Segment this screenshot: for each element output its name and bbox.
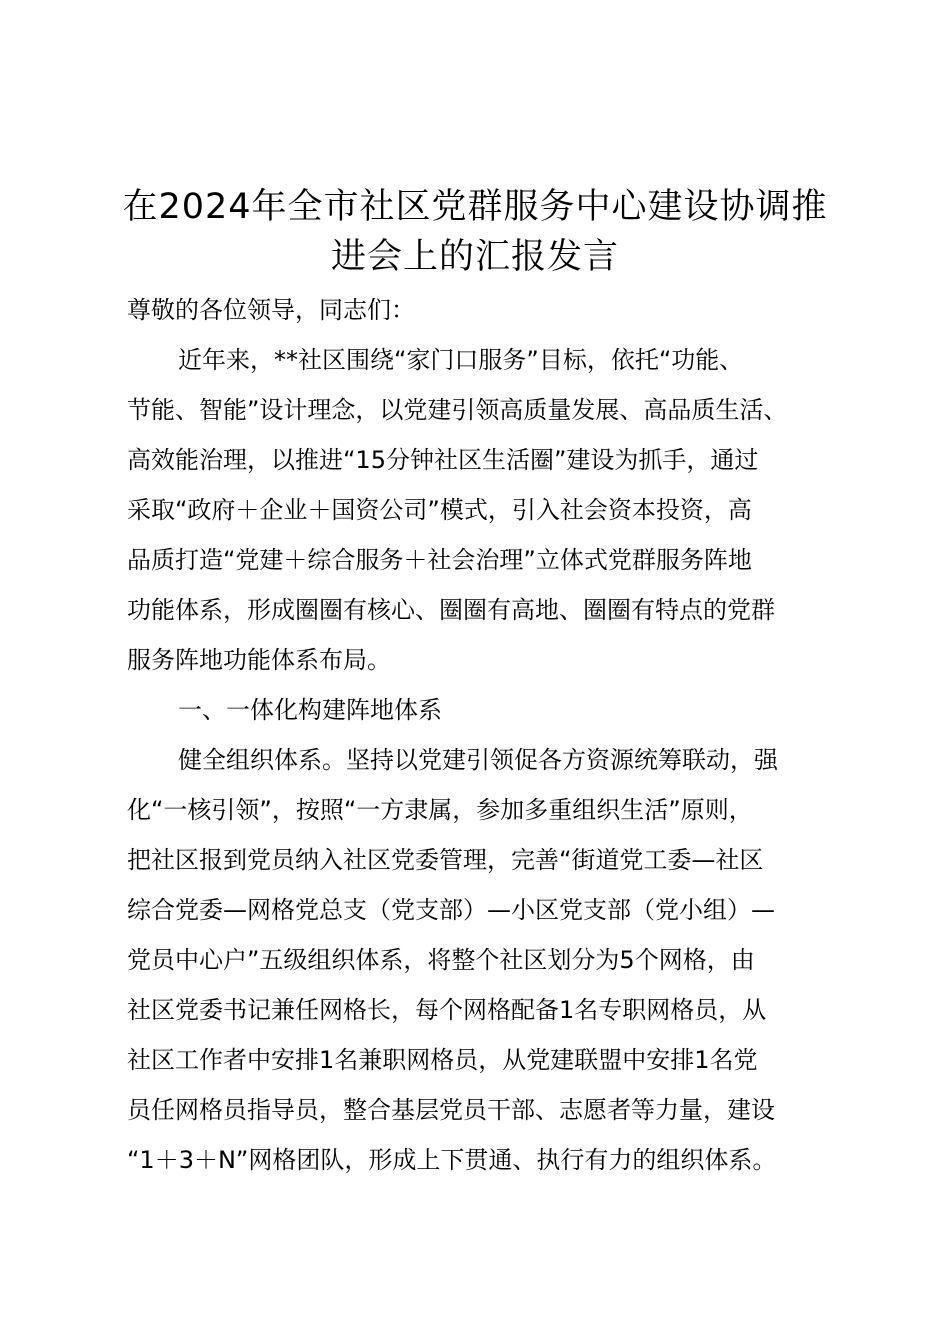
title-line-2: 进会上的汇报发言 [330,237,619,277]
paragraph-line: 把社区报到党员纳入社区党委管理，完善“街道党工委—社区 [127,846,764,874]
paragraph-line: 品质打造“党建＋综合服务＋社会治理”立体式党群服务阵地 [127,546,752,574]
paragraph-line: 党员中心户”五级组织体系，将整个社区划分为5个网格，由 [127,946,755,974]
paragraph-line: 健全组织体系。坚持以党建引领促各方资源统筹联动，强 [178,746,778,774]
paragraph-line: 综合党委—网格党总支（党支部）—小区党支部（党小组）— [127,896,775,924]
paragraph-line: 员任网格员指导员，整合基层党员干部、志愿者等力量，建设 [127,1096,775,1124]
paragraph-line: 节能、智能”设计理念，以党建引领高质量发展、高品质生活、 [127,396,788,424]
paragraph-line: 化“一核引领”，按照“一方隶属，参加多重组织生活”原则， [127,796,753,824]
paragraph-line: 社区党委书记兼任网格长，每个网格配备1名专职网格员，从 [127,996,767,1024]
paragraph-line: “1＋3＋N”网格团队，形成上下贯通、执行有力的组织体系。 [127,1146,777,1174]
document-body [127,285,847,1185]
paragraph-line: 社区工作者中安排1名兼职网格员，从党建联盟中安排1名党 [127,1046,758,1074]
title-line-1: 在2024年全市社区党群服务中心建设协调推 [122,187,828,227]
paragraph-line: 近年来，**社区围绕“家门口服务”目标，依托“功能、 [178,346,744,374]
paragraph-line: 采取“政府＋企业＋国资公司”模式，引入社会资本投资，高 [127,496,752,524]
paragraph-line: 功能体系，形成圈圈有核心、圈圈有高地、圈圈有特点的党群 [127,596,775,624]
paragraph-line: 高效能治理，以推进“15分钟社区生活圈”建设为抓手，通过 [127,446,759,474]
document-title [100,182,850,282]
section-heading: 一、一体化构建阵地体系 [178,696,442,724]
paragraph-line: 服务阵地功能体系布局。 [127,646,391,674]
paragraph-organization-system [127,735,847,1185]
paragraph-intro [127,335,847,685]
salutation: 尊敬的各位领导，同志们： [127,296,415,324]
